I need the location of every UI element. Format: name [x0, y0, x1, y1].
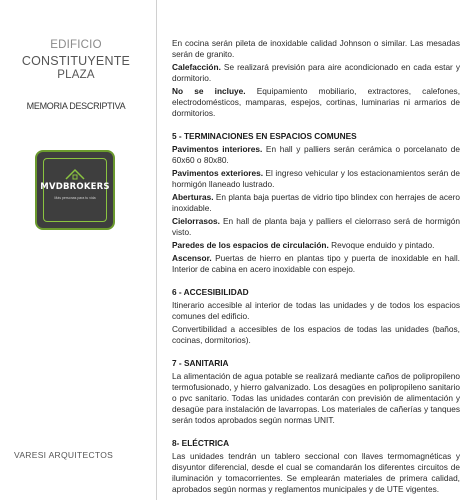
section-paragraph — [172, 451, 460, 495]
item-label: Ascensor. — [172, 253, 212, 263]
left-column — [0, 0, 152, 500]
item-label: Calefacción. — [172, 62, 221, 72]
item-text: En hall de planta baja y palliers el cielorraso será de hormigón visto. — [172, 216, 460, 237]
section-paragraph — [172, 371, 460, 426]
item-text: Las unidades tendrán un tablero seccional con llaves termomagnéticas y disyuntor diferencial, desde el cual se comandarán los diferentes circuitos de iluminación y tomacorrientes. Se emplearán materiales de primera calidad, aprobados según normas y reglamentos municipales y de UTE vigentes. — [172, 451, 460, 494]
item-label: Pavimentos exteriores. — [172, 168, 264, 178]
section-paragraph — [172, 324, 460, 346]
intro-paragraph — [172, 62, 460, 84]
section-paragraph — [172, 240, 460, 251]
item-text: Revoque enduido y pintado. — [328, 240, 435, 250]
section-paragraph — [172, 168, 460, 190]
item-text: Convertibilidad a accesibles de los espacios de todas las unidades (baños, cocinas, dormitorios). — [172, 324, 460, 345]
item-text: En planta baja puertas de vidrio tipo blindex con herrajes de acero inoxidable. — [172, 192, 460, 213]
logo-tagline: Más personas para tu vida — [54, 196, 96, 200]
building-title-line3: PLAZA — [57, 69, 95, 81]
document-subtitle: MEMORIA DESCRIPTIVA — [26, 101, 126, 111]
item-text: Se realizará previsión para aire acondicionado en cada estar y dormitorio. — [172, 62, 460, 83]
item-text: Itinerario accesible al interior de todas las unidades y de todos los espacios comunes del edificio. — [172, 300, 460, 321]
logo-text: MVDBROKERS — [40, 182, 110, 192]
item-label: Cielorrasos. — [172, 216, 220, 226]
item-text: El ingreso vehicular y los estacionamientos serán de hormigón llaneado lustrado. — [172, 168, 460, 189]
brokers-logo — [35, 150, 115, 230]
footer-right: ARQUITECTOS — [48, 450, 114, 460]
section-heading: 6 - ACCESIBILIDAD — [172, 287, 249, 297]
section-heading: 7 - SANITARIA — [172, 358, 229, 368]
intro-paragraph — [172, 86, 460, 119]
section-paragraph — [172, 300, 460, 322]
section-paragraph — [172, 253, 460, 275]
item-label: Paredes de los espacios de circulación. — [172, 240, 329, 250]
item-label: Pavimentos interiores. — [172, 144, 263, 154]
item-text: Equipamiento mobiliario, extractores, calefones, electrodomésticos, mamparas, espejos, cortinas, luminarias ni armarios de dormitorios. — [172, 86, 461, 118]
footer-left: VARESI — [14, 450, 47, 460]
building-title-line2: CONSTITUYENTE — [21, 54, 131, 68]
building-title-line1: EDIFICIO — [50, 39, 102, 51]
intro-paragraph — [172, 38, 460, 60]
section-heading: 8- ELÉCTRICA — [172, 438, 230, 448]
item-text: La alimentación de agua potable se realizará mediante caños de polipropileno termofusionado, y hierro galvanizado. Los desagües en polipropileno sanitario o pvc sanitario. Todas las unidades contarán con previsión de alimentación y desagüe para instalación de lavarropas. Los materiales de cañerías y tanques serán todos aprobados según normas UNIT. — [172, 371, 460, 425]
section-paragraph — [172, 216, 460, 238]
house-icon — [65, 168, 85, 180]
item-text: Puertas de hierro en plantas tipo y puerta de inoxidable en hall. Interior de cabina en acero inoxidable con espejo. — [172, 253, 460, 274]
section-heading: 5 - TERMINACIONES EN ESPACIOS COMUNES — [172, 131, 357, 141]
architect-footer — [14, 450, 113, 460]
item-label: Aberturas. — [172, 192, 214, 202]
section-paragraph — [172, 144, 460, 166]
item-text: En cocina serán pileta de inoxidable calidad Johnson o similar. Las mesadas serán de granito. — [172, 38, 460, 59]
item-label: No se incluye. — [172, 86, 246, 96]
description-content — [172, 38, 460, 497]
item-text: En hall y palliers serán cerámica o porcelanato de 60x60 o 80x80. — [172, 144, 460, 165]
section-paragraph — [172, 192, 460, 214]
column-divider — [156, 0, 157, 500]
